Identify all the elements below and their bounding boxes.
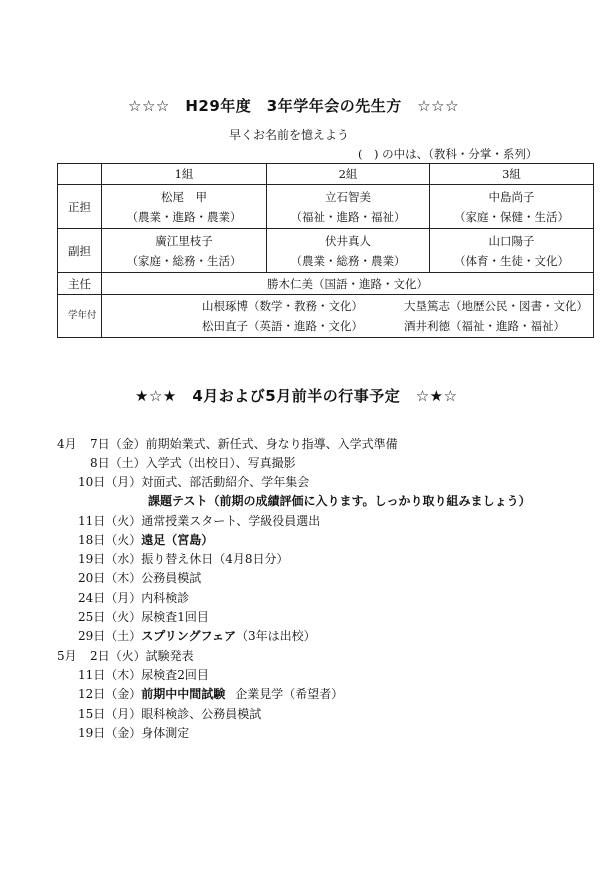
event-date: 29日（土） [78,629,142,643]
table-row [58,273,594,295]
teacher-cell [267,229,430,273]
header-class-3: 3組 [430,164,594,185]
teacher-subjects: （農業・進路・農業） [126,209,242,224]
subtitle: 早くお名前を憶えよう [229,128,350,142]
event-row [57,435,398,453]
event-date: 25日（火） [78,610,142,624]
event-row [78,589,189,607]
event-row [57,647,194,665]
event-month: 4月 [57,437,77,451]
event-text: 対面式、部活動紹介、学年集会 [141,475,310,489]
gakunen-teacher: 松田直子（英語・進路・文化） [202,319,363,333]
event-row [78,531,213,549]
event-row [78,627,316,645]
shunin-teacher: 勝木仁美（国語・進路・文化） [102,273,594,295]
header-empty [58,164,102,185]
event-text: 眼科検診、公務員模試 [141,707,262,721]
event-row [78,666,209,684]
event-text: 通常授業スタート、学級役員選出 [141,514,321,528]
table-note: ( ) の中は、（教科・分掌・系列） [358,147,538,161]
event-row [78,724,189,742]
event-date: 19日（金） [78,726,142,740]
event-date: 19日（水） [78,552,142,566]
event-text: 身体測定 [141,726,190,740]
teacher-cell [102,229,267,273]
event-text: 前期始業式、新任式、身なり指導、入学式準備 [145,437,398,451]
event-text: 公務員模試 [141,571,202,585]
header-class-1: 1組 [102,164,267,185]
event-text: 尿検査2回目 [141,668,209,682]
event-row [78,569,201,587]
event-row [90,454,296,472]
event-date: 10日（月） [78,475,142,489]
teacher-name: 山口陽子 [488,233,535,248]
event-text: 尿検査1回目 [141,610,209,624]
gakunen-teacher: 大垦篤志（地歴公民・図書・文化） [404,299,588,313]
event-bold: 遠足（宮島） [141,533,214,547]
event-row [78,473,309,491]
teacher-cell [430,185,594,229]
event-date: 12日（金） [78,687,142,701]
role-fukutan: 副担 [58,229,102,273]
event-text: 企業見学（希望者） [235,687,344,701]
teacher-subjects: （体育・生徒・文化） [454,253,569,268]
event-date: 7日（金） [90,437,146,451]
event-row [78,608,209,626]
event-date: 15日（月） [78,707,142,721]
event-month: 5月 [57,649,77,663]
event-text: 内科検診 [141,591,190,605]
table-row [58,295,594,338]
teacher-name: 松尾 甲 [161,189,207,204]
teacher-cell [267,185,430,229]
teacher-name: 伏井真人 [325,233,371,248]
teacher-name: 立石智美 [325,189,371,204]
event-row [78,550,289,568]
event-bold: 前期中中間試験 [141,687,226,701]
event-date: 24日（月） [78,591,142,605]
event-date: 2日（火） [90,649,146,663]
event-date: 11日（火） [78,514,142,528]
event-bold: スプリングフェア [141,629,236,643]
teacher-subjects: （家庭・保健・生活） [454,209,569,224]
event-text: 入学式（出校日）、写真撮影 [145,456,296,470]
role-gakunen: 学年付 [58,295,102,338]
event-date: 18日（火） [78,533,142,547]
teacher-cell [102,185,267,229]
table-row [58,185,594,229]
event-text: 振り替え休日（4月8日分） [141,552,289,566]
schedule-title: ★☆★ 4月および5月前半の行事予定 ☆★☆ [135,387,458,405]
page-title: ☆☆☆ H29年度 3年学年会の先生方 ☆☆☆ [128,97,460,115]
gakunen-teacher: 酒井利徳（福祉・進路・福祉） [404,319,565,333]
event-row [78,705,261,723]
teacher-subjects: （家庭・総務・生活） [126,253,242,268]
event-date: 8日（土） [90,456,146,470]
table-row [58,229,594,273]
teacher-name: 廣江里枝子 [155,233,213,248]
teacher-subjects: （福祉・進路・福祉） [290,209,406,224]
teacher-subjects: （農業・総務・農業） [290,253,406,268]
teacher-cell [430,229,594,273]
role-shunin: 主任 [58,273,102,295]
event-row [78,685,343,703]
event-date: 20日（木） [78,571,142,585]
teacher-name: 中島尚子 [488,189,535,204]
role-seitan: 正担 [58,185,102,229]
staff-table [57,163,594,338]
header-class-2: 2組 [267,164,430,185]
event-text: （3年は出校） [235,629,316,643]
gakunen-teachers [102,295,594,338]
event-row [78,512,320,530]
event-bold-note: 課題テスト（前期の成績評価に入ります。しっかり取り組みましょう） [148,494,531,508]
gakunen-teacher: 山根琢博（数学・教務・文化） [202,299,363,313]
event-date: 11日（木） [78,668,142,682]
event-text: 試験発表 [145,649,194,663]
